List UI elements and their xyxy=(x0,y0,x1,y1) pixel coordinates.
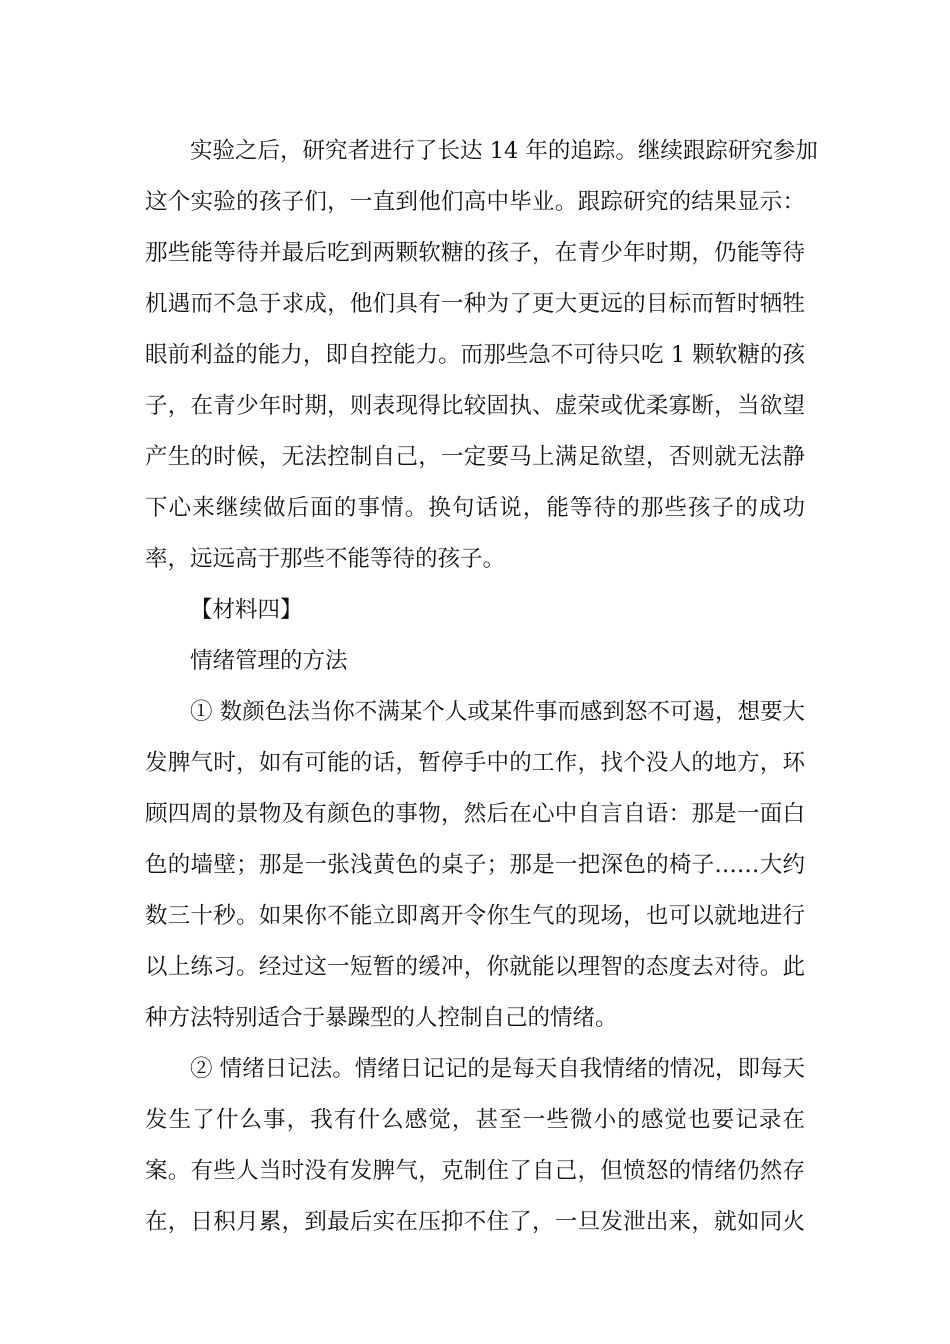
paragraph-3-line-3: 案。有些人当时没有发脾气，克制住了自己，但愤怒的情绪仍然存 xyxy=(145,1158,805,1184)
paragraph-1-line-6: 子，在青少年时期，则表现得比较固执、虚荣或优柔寡断，当欲望 xyxy=(145,393,805,419)
paragraph-2-line-2: 发脾气时，如有可能的话，暂停手中的工作，找个没人的地方，环 xyxy=(145,750,805,776)
paragraph-1-line-2: 这个实验的孩子们，一直到他们高中毕业。跟踪研究的结果显示： xyxy=(145,189,805,215)
paragraph-1-line-4: 机遇而不急于求成，他们具有一种为了更大更远的目标而暂时牺牲 xyxy=(145,291,805,317)
paragraph-1-line-7: 产生的时候，无法控制自己，一定要马上满足欲望，否则就无法静 xyxy=(145,444,805,470)
section-heading: 【材料四】 xyxy=(190,597,303,623)
paragraph-1-line-1: 实验之后，研究者进行了长达 14 年的追踪。继续跟踪研究参加 xyxy=(190,138,818,164)
paragraph-2-line-3: 顾四周的景物及有颜色的事物，然后在心中自言自语：那是一面白 xyxy=(145,801,805,827)
paragraph-3-line-4: 在，日积月累，到最后实在压抑不住了，一旦发泄出来，就如同火 xyxy=(145,1209,805,1235)
paragraph-3-line-1: ② 情绪日记法。情绪日记记的是每天自我情绪的情况，即每天 xyxy=(190,1056,805,1082)
subsection-title: 情绪管理的方法 xyxy=(190,648,348,674)
paragraph-1-line-5: 眼前利益的能力，即自控能力。而那些急不可待只吃 1 颗软糖的孩 xyxy=(145,342,805,368)
paragraph-2-line-4: 色的墙壁；那是一张浅黄色的桌子；那是一把深色的椅子……大约 xyxy=(145,852,805,878)
paragraph-1-line-9: 率，远远高于那些不能等待的孩子。 xyxy=(145,546,506,572)
paragraph-1-line-3: 那些能等待并最后吃到两颗软糖的孩子，在青少年时期，仍能等待 xyxy=(145,240,805,266)
paragraph-1-line-8: 下心来继续做后面的事情。换句话说，能等待的那些孩子的成功 xyxy=(145,495,805,521)
paragraph-2-line-5: 数三十秒。如果你不能立即离开令你生气的现场，也可以就地进行 xyxy=(145,903,805,929)
paragraph-2-line-6: 以上练习。经过这一短暂的缓冲，你就能以理智的态度去对待。此 xyxy=(145,954,805,980)
paragraph-2-line-1: ① 数颜色法当你不满某个人或某件事而感到怒不可遏，想要大 xyxy=(190,699,805,725)
paragraph-3-line-2: 发生了什么事，我有什么感觉，甚至一些微小的感觉也要记录在 xyxy=(145,1107,805,1133)
paragraph-2-line-7: 种方法特别适合于暴躁型的人控制自己的情绪。 xyxy=(145,1005,618,1031)
